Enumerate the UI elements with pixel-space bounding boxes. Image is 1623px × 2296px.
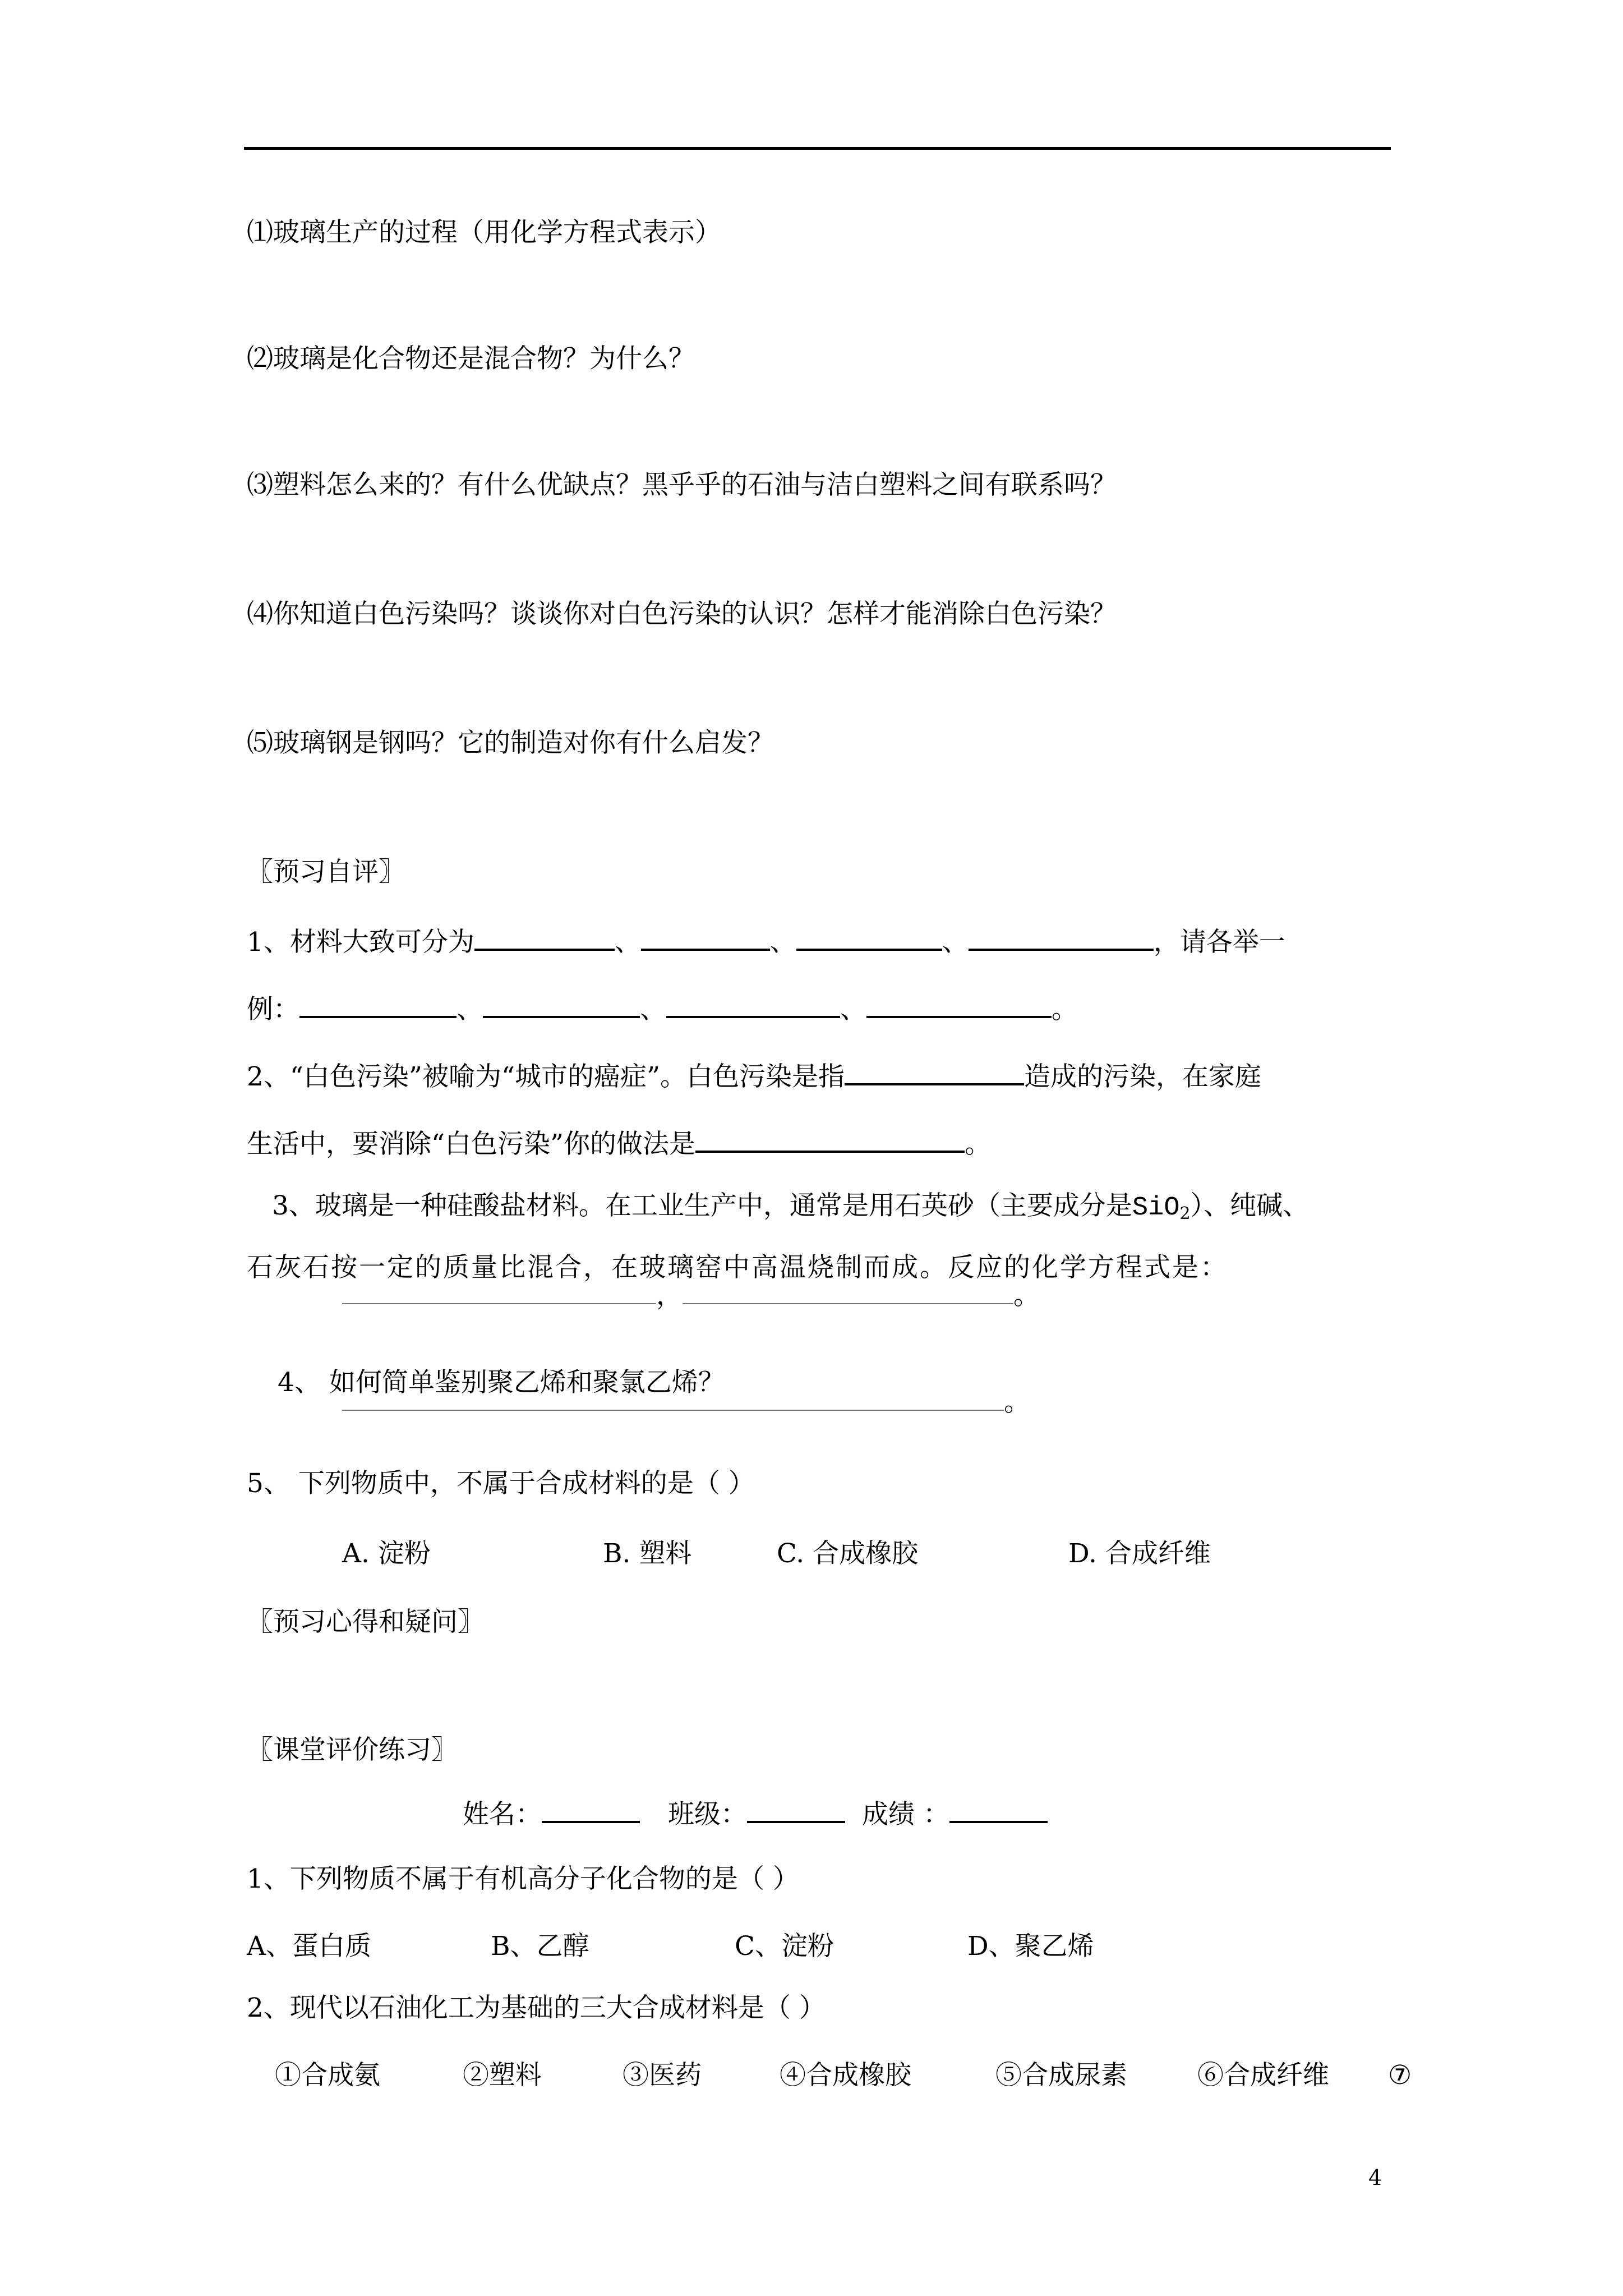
name-label: 姓名： — [463, 1799, 542, 1830]
name-field[interactable] — [542, 1795, 640, 1823]
equation-blank[interactable] — [342, 1281, 656, 1304]
class-label: 班级： — [668, 1799, 747, 1830]
class-q1-option-a[interactable]: A、蛋白质 — [247, 1931, 371, 1962]
preview-notes-heading: 〖预习心得和疑问〗 — [247, 1607, 484, 1637]
question-3: ⑶塑料怎么来的？有什么优缺点？黑乎乎的石油与洁白塑料之间有联系吗？ — [247, 470, 1117, 500]
answer-blank[interactable] — [483, 990, 640, 1018]
sio2-formula: SiO — [1132, 1193, 1180, 1223]
class-q1-option-b[interactable]: B、乙醇 — [491, 1931, 589, 1962]
preview-q1-line1: 1、材料大致可分为 、 、 、 ，请各举一 — [247, 923, 1285, 959]
class-q2-option-4[interactable]: ④合成橡胶 — [780, 2060, 911, 2091]
preview-q5: 5、 下列物质中，不属于合成材料的是（ ） — [247, 1468, 755, 1499]
preview-q5-option-c[interactable]: C. 合成橡胶 — [777, 1538, 919, 1569]
answer-blank[interactable] — [342, 1387, 1004, 1411]
preview-q1-line2: 例： 、 、 、 。 — [247, 990, 1078, 1027]
class-q2-option-2[interactable]: ②塑料 — [463, 2060, 542, 2091]
preview-eval-heading: 〖预习自评〗 — [247, 857, 405, 887]
preview-q2-line2: 生活中，要消除“白色污染”你的做法是 。 — [247, 1125, 991, 1161]
class-q2-option-6[interactable]: ⑥合成纤维 — [1197, 2060, 1329, 2091]
class-q2: 2、现代以石油化工为基础的三大合成材料是（ ） — [247, 1993, 826, 2023]
question-2: ⑵玻璃是化合物还是混合物？为什么？ — [247, 343, 695, 374]
question-4: ⑷你知道白色污染吗？谈谈你对白色污染的认识？怎样才能消除白色污染？ — [247, 599, 1117, 629]
preview-q5-option-d[interactable]: D. 合成纤维 — [1068, 1538, 1211, 1569]
score-label: 成绩 ： — [862, 1799, 949, 1830]
question-5: ⑸玻璃钢是钢吗？它的制造对你有什么启发？ — [247, 728, 774, 758]
class-q2-option-7[interactable]: ⑦ — [1388, 2060, 1412, 2091]
score-field[interactable] — [949, 1795, 1048, 1823]
answer-blank[interactable] — [474, 923, 615, 951]
class-q1-option-c[interactable]: C、淀粉 — [735, 1931, 834, 1962]
answer-blank[interactable] — [695, 1125, 965, 1153]
answer-blank[interactable] — [641, 923, 770, 951]
preview-q3-line3: ， 。 — [342, 1279, 1040, 1313]
answer-blank[interactable] — [845, 1057, 1024, 1085]
answer-blank[interactable] — [796, 923, 942, 951]
class-field[interactable] — [747, 1795, 845, 1823]
preview-q1-text: 1、材料大致可分为 — [247, 927, 474, 958]
student-info-row — [463, 1795, 1048, 1832]
answer-blank[interactable] — [969, 923, 1154, 951]
class-eval-heading: 〖课堂评价练习〗 — [247, 1734, 458, 1765]
page-number: 4 — [1368, 2165, 1382, 2190]
preview-q5-option-b[interactable]: B. 塑料 — [603, 1538, 692, 1569]
class-q1-option-d[interactable]: D、聚乙烯 — [967, 1931, 1094, 1962]
answer-blank[interactable] — [866, 990, 1052, 1018]
class-q2-option-1[interactable]: ①合成氨 — [275, 2060, 380, 2091]
class-q2-option-3[interactable]: ③医药 — [623, 2060, 702, 2091]
header-rule — [244, 147, 1391, 150]
preview-q3-line2: 石灰石按一定的质量比混合，在玻璃窑中高温烧制而成。反应的化学方程式是： — [247, 1252, 1228, 1283]
preview-q5-option-a[interactable]: A. 淀粉 — [342, 1538, 431, 1569]
question-1: ⑴玻璃生产的过程（用化学方程式表示） — [247, 217, 721, 248]
preview-q2-line1: 2、“白色污染”被喻为“城市的癌症”。白色污染是指 造成的污染，在家庭 — [247, 1057, 1261, 1094]
preview-q4-answer: 。 — [342, 1386, 1030, 1419]
equation-blank[interactable] — [683, 1281, 1013, 1304]
answer-blank[interactable] — [666, 990, 840, 1018]
preview-q3-line1: 3、玻璃是一种硅酸盐材料。在工业生产中，通常是用石英砂（主要成分是SiO$_2$）、纯碱、 — [272, 1190, 1310, 1223]
class-q1: 1、下列物质不属于有机高分子化合物的是（ ） — [247, 1864, 799, 1894]
preview-q4: 4、 如何简单鉴别聚乙烯和聚氯乙烯？ — [278, 1367, 725, 1398]
class-q2-option-5[interactable]: ⑤合成尿素 — [995, 2060, 1127, 2091]
answer-blank[interactable] — [299, 990, 457, 1018]
